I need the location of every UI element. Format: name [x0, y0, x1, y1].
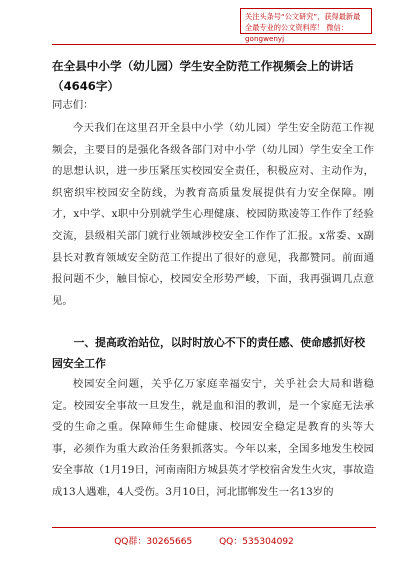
- footer-qq: QQ：535304092: [219, 537, 294, 547]
- paragraph-2: 校园安全问题，关乎亿万家庭幸福安宁，关乎社会大局和谐稳定。校园安全事故一旦发生，就是血和泪的教训，是一个家庭无法承受的生命之重。保障师生生命健康、校园安全稳定是教育的头等大事，必须作为重大政治任务狠抓落实。今年以来，全国多地发生校园安全事故（1月19日，河南南阳方城县英才学校宿舍发生火灾，事故造成13人遇难，4人受伤。3月10日，河北邯郸发生一名13岁的: [52, 378, 374, 498]
- section-heading-1: 一、提高政治站位，以时时放心不下的责任感、使命感抓好校园安全工作: [52, 336, 366, 370]
- header-banner: [240, 8, 372, 43]
- footer: [0, 534, 408, 547]
- footer-divider: [52, 527, 376, 528]
- banner-text: 关注头条号“公文研究”，获得最新最全最专业的公文资料库！ 微信：gongwenyj: [245, 12, 361, 43]
- paragraph-1: 今天我们在这里召开全县中小学（幼儿园）学生安全防范工作视频会，主要目的是强化各级各部门对中小学（幼儿园）学生安全工作的思想认识，进一步压紧压实校园安全责任，积极应对、主动作为，织密织牢校园安全防线，为教育高质量发展提供有力安全保障。刚才，x中学、x职中分别就学生心理健康、校园防欺凌等工作作了经验交流，县级相关部门就行业领域涉校安全工作作了汇报。x常委、x副县长对教育领域安全防范工作提出了很好的意见，我都赞同。前面通报问题不少，触目惊心，校园安全形势严峻，下面，我再强调几点意见。: [52, 122, 374, 307]
- document-title: 在全县中小学（幼儿园）学生安全防范工作视频会上的讲话（4646字）: [52, 59, 354, 93]
- header-divider: [52, 44, 376, 45]
- footer-qq-group: QQ群：30265665: [114, 537, 193, 547]
- greeting: 同志们：: [52, 99, 94, 111]
